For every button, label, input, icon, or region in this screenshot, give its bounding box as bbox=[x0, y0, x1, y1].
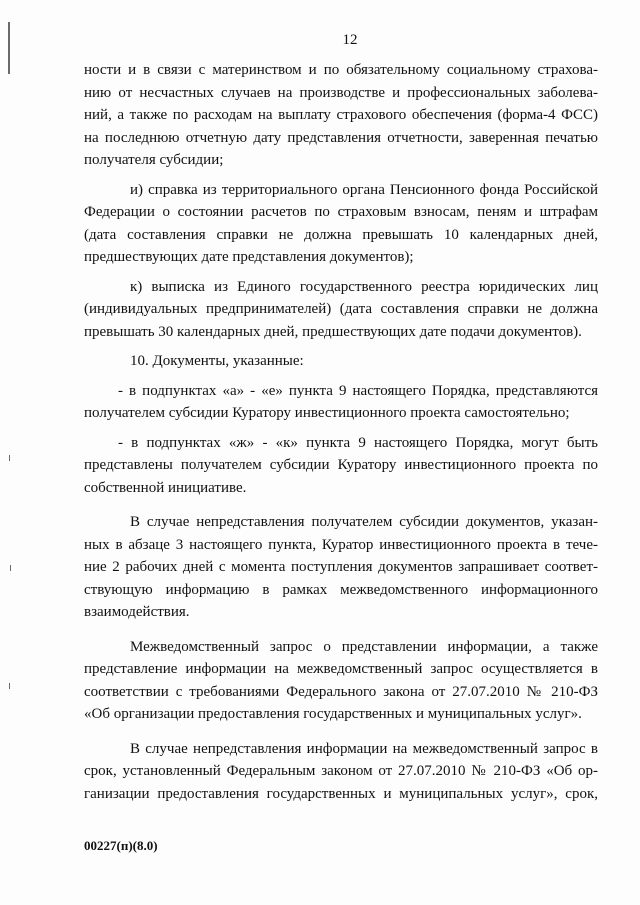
scan-edge-mark bbox=[9, 455, 10, 461]
text-line: предшествующих дате представления документов); bbox=[84, 249, 414, 265]
text-line: взаимодействия. bbox=[84, 604, 190, 620]
paragraph-bullet-a-e bbox=[84, 380, 598, 425]
paragraph-section-10 bbox=[84, 350, 598, 373]
scan-edge-mark bbox=[10, 565, 11, 571]
paragraph-item-k bbox=[84, 276, 598, 344]
text-line: превышать 30 календарных дней, предшествующих дате подачи документов). bbox=[84, 323, 582, 340]
text-line: (индивидуальных предпринимателей) (дата составления справки не должна bbox=[84, 301, 598, 317]
text-line: ствующую информацию в рамках межведомственного информационного bbox=[84, 581, 598, 598]
text-line: представление информации на межведомственный запрос осуществляется в bbox=[84, 661, 598, 677]
document-code: 00227(п)(8.0) bbox=[84, 838, 158, 853]
text-line: соответствии с требованиями Федерального закона от 27.07.2010 № 210-ФЗ bbox=[84, 683, 598, 700]
scan-edge-mark bbox=[9, 683, 10, 689]
paragraph-continuation bbox=[84, 59, 598, 172]
text-line: (дата составления справки не должна превышать 10 календарных дней, bbox=[84, 226, 598, 243]
text-line: на последнюю отчетную дату представления отчетности, заверенная печатью bbox=[84, 129, 598, 146]
text-line: срок, установленный Федеральным законом от 27.07.2010 № 210-ФЗ «Об ор- bbox=[84, 763, 598, 779]
text-line: и) справка из территориального органа Пенсионного фонда Российской bbox=[130, 181, 598, 198]
text-line: - в подпунктах «ж» - «к» пункта 9 настоящего Порядка, могут быть bbox=[118, 434, 598, 451]
document-body bbox=[84, 59, 598, 805]
text-line: - в подпунктах «а» - «е» пункта 9 настоящего Порядка, представляются bbox=[118, 382, 598, 399]
text-line: В случае непредставления информации на межведомственный запрос в bbox=[130, 740, 598, 757]
text-line: ганизации предоставления государственных и муниципальных услуг», срок, bbox=[84, 785, 598, 802]
text-line: к) выписка из Единого государственного реестра юридических лиц bbox=[130, 278, 598, 295]
paragraph-non-submission bbox=[84, 511, 598, 624]
paragraph-deadline bbox=[84, 738, 598, 806]
text-line: ности и в связи с материнством и по обязательному социальному страхова- bbox=[84, 62, 598, 78]
paragraph-interagency-request bbox=[84, 636, 598, 726]
text-line: 10. Документы, указанные: bbox=[130, 353, 304, 369]
text-line: В случае непредставления получателем субсидии документов, указан- bbox=[130, 514, 598, 530]
paragraph-item-i bbox=[84, 179, 598, 269]
text-line: ных в абзаце 3 настоящего пункта, Куратор инвестиционного проекта в тече- bbox=[84, 536, 598, 553]
text-line: нию от несчастных случаев на производстве и профессиональных заболева- bbox=[84, 84, 598, 101]
text-line: собственной инициативе. bbox=[84, 479, 247, 496]
page-number: 12 bbox=[342, 32, 358, 48]
text-line: «Об организации предоставления государственных и муниципальных услуг». bbox=[84, 706, 582, 722]
text-line: Федерации о состоянии расчетов по страховым взносам, пеням и штрафам bbox=[84, 204, 598, 220]
text-line: Межведомственный запрос о представлении информации, а также bbox=[130, 638, 598, 655]
paragraph-bullet-zh-k bbox=[84, 432, 598, 500]
text-line: ний, а также по расходам на выплату страхового обеспечения (форма-4 ФСС) bbox=[84, 107, 598, 123]
text-line: ние 2 рабочих дней с момента поступления документов запрашивает соответ- bbox=[84, 559, 598, 575]
text-line: получателем субсидии Куратору инвестиционного проекта самостоятельно; bbox=[84, 405, 570, 421]
text-line: представлены получателем субсидии Куратору инвестиционного проекта по bbox=[84, 457, 598, 473]
text-line: получателя субсидии; bbox=[84, 152, 224, 168]
